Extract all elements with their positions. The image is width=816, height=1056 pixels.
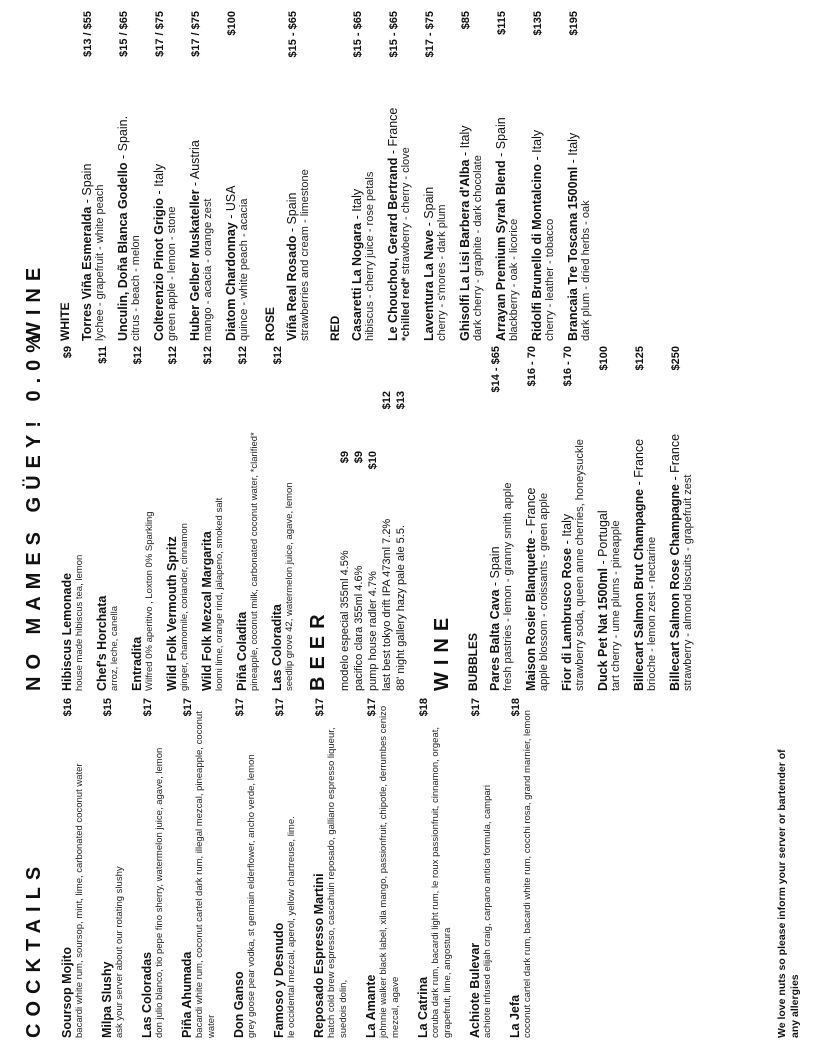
item-row xyxy=(364,698,378,1038)
item-origin: - France xyxy=(524,487,538,538)
menu-item xyxy=(312,698,350,1038)
item-name-text: Maison Rosier Blanquette xyxy=(524,537,538,691)
item-desc: citrus - beach - melon xyxy=(130,235,142,341)
item-origin: - Italy xyxy=(566,132,580,167)
beer-list xyxy=(338,346,408,691)
beer-price: $9 xyxy=(339,451,351,464)
item-row xyxy=(632,346,646,691)
item-name xyxy=(180,952,194,1038)
item-name-text: La Jefa xyxy=(508,994,522,1038)
item-desc: pineapple, coconut milk, carbonated coconut water, *clarified* xyxy=(249,432,260,691)
item-name xyxy=(386,108,400,341)
menu-item xyxy=(188,11,215,341)
item-name xyxy=(488,546,502,691)
item-name-text: Billecart Salmon Rose Champagne xyxy=(668,483,682,691)
item-name-text: Duck Pet Nat 1500ml xyxy=(596,568,610,691)
item-price: $11 xyxy=(97,346,109,364)
item-name-text: Huber Gelber Muskateller xyxy=(188,189,202,341)
item-name xyxy=(60,573,74,691)
item-row xyxy=(272,698,286,1038)
item-row xyxy=(596,346,610,691)
item-origin: - USA xyxy=(224,185,238,223)
item-name xyxy=(224,185,238,341)
item-note-line xyxy=(400,11,413,341)
item-row xyxy=(508,698,522,1038)
item-row xyxy=(130,346,144,691)
beer-name: pacifico clara 355ml 4.6% xyxy=(353,565,365,691)
beer-heading: BEER xyxy=(307,607,329,691)
bubbles-label: BUBBLES xyxy=(466,632,480,691)
item-name-text: Laventura La Nave xyxy=(422,229,436,341)
item-price: $17 xyxy=(182,698,194,717)
menu-item xyxy=(232,698,258,1038)
item-origin: - Italy xyxy=(560,513,574,548)
item-price: $13 / $55 xyxy=(82,11,94,57)
item-price: $17 xyxy=(314,698,326,717)
item-price: $17 - $75 xyxy=(424,11,436,58)
nomames-column xyxy=(22,327,704,691)
item-name-text: Reposado Espresso Martini xyxy=(312,873,326,1038)
item-name xyxy=(566,133,580,341)
item-name xyxy=(116,116,130,341)
menu-item xyxy=(668,346,695,691)
item-origin: - Portugal xyxy=(596,510,610,569)
item-price: $18 xyxy=(418,698,430,717)
item-name xyxy=(272,923,286,1038)
item-row xyxy=(530,11,544,341)
red-list xyxy=(350,11,593,341)
item-row xyxy=(232,698,246,1038)
menu-item xyxy=(270,346,296,691)
item-price: $195 xyxy=(568,11,580,36)
item-desc: bacardi white rum, soursop, mint, lime, carbonated coconut water xyxy=(74,763,85,1038)
item-row xyxy=(386,11,400,341)
menu-item xyxy=(235,346,261,691)
menu-item xyxy=(116,11,143,341)
item-price: $15 xyxy=(102,698,114,717)
menu-item xyxy=(416,698,454,1038)
menu-item xyxy=(60,346,86,691)
item-desc: green apple - lemon - stone xyxy=(166,206,178,341)
beer-name: pump house radler 4.7% xyxy=(367,571,379,691)
item-desc: ginger, chamomile, coriander, cinnamon xyxy=(179,523,190,691)
item-name xyxy=(416,977,430,1038)
item-name xyxy=(188,140,202,341)
item-price: $12 xyxy=(237,346,249,365)
menu-item xyxy=(524,346,551,691)
item-row xyxy=(668,346,682,691)
item-origin: - Spain xyxy=(80,163,94,207)
menu-item xyxy=(152,11,179,341)
menu-item xyxy=(95,346,121,691)
beer-line xyxy=(380,391,394,691)
menu-item xyxy=(386,11,413,341)
item-desc: coruba dark rum, bacardi light rum, le roux passionfruit, cinnamon, orgeat, grapefruit, lime, angostura xyxy=(430,726,453,1038)
item-price: $85 xyxy=(460,11,472,30)
item-name xyxy=(524,487,538,691)
bubbles-list xyxy=(488,346,695,691)
item-desc: arroz, leche, canella xyxy=(109,605,120,691)
item-origin: - Italy xyxy=(458,125,472,160)
beer-price: $12 xyxy=(381,391,393,410)
item-price: $125 xyxy=(634,346,646,371)
rose-list xyxy=(285,11,312,341)
beer-line xyxy=(366,451,380,691)
item-row xyxy=(350,11,364,341)
item-origin: - France xyxy=(668,433,682,484)
item-name-text: Las Coloradita xyxy=(270,604,284,691)
cocktails-heading: COCKTAILS xyxy=(23,859,45,1038)
item-name xyxy=(285,193,299,341)
item-desc: bacardi white rum, coconut cartel dark rum, illegal mezcal, pineapple, coconut water xyxy=(194,711,217,1038)
item-row xyxy=(80,11,94,341)
menu-item xyxy=(530,11,557,341)
item-row xyxy=(416,698,430,1038)
item-row xyxy=(235,346,249,691)
item-name xyxy=(140,952,154,1038)
beer-line xyxy=(338,451,352,691)
item-origin: - Italy xyxy=(152,163,166,198)
menu-item xyxy=(422,11,449,341)
item-price: $12 xyxy=(167,346,179,365)
item-desc: cherry - s'mores - dark plum xyxy=(436,204,448,341)
item-name xyxy=(270,604,284,691)
beer-name: 88' night gallery hazy pale ale 5.5. xyxy=(395,525,407,691)
item-name-text: La Amante xyxy=(364,974,378,1038)
rose-label: ROSE xyxy=(263,306,277,341)
item-name xyxy=(165,536,179,691)
item-name-text: Billecart Salmon Brut Champagne xyxy=(632,488,646,691)
menu-item xyxy=(364,698,402,1038)
menu-item xyxy=(130,346,156,691)
item-price: $15 - $65 xyxy=(352,11,364,58)
item-name xyxy=(458,125,472,341)
item-name xyxy=(232,971,246,1038)
item-desc: fresh pastries - lemon - granny smith apple xyxy=(502,482,514,691)
item-name-text: Viña Real Rosado xyxy=(285,235,299,341)
item-price: $17 xyxy=(366,698,378,717)
cocktails-column xyxy=(22,698,548,1038)
item-desc: ask your server about our rotating slushy xyxy=(114,866,125,1038)
white-label: WHITE xyxy=(58,302,72,341)
menu-item xyxy=(200,346,226,691)
item-price: $17 xyxy=(470,698,482,717)
item-price: $12 xyxy=(132,346,144,365)
item-name xyxy=(80,164,94,341)
menu-item xyxy=(494,11,521,341)
item-row xyxy=(560,346,574,691)
menu-item xyxy=(180,698,218,1038)
item-row xyxy=(60,346,74,691)
item-origin: - Spain xyxy=(422,186,436,230)
wine-bubbles-heading: WINE xyxy=(431,610,453,691)
item-price: $15 / $65 xyxy=(118,11,130,57)
item-name xyxy=(560,514,574,691)
item-name xyxy=(422,187,436,341)
item-desc: strawberry soda, queen anne cherries, honeysuckle xyxy=(574,439,586,691)
item-row xyxy=(494,11,508,341)
item-name-text: Famoso y Desnudo xyxy=(272,922,286,1038)
item-price: $16 xyxy=(62,698,74,717)
beer-line xyxy=(352,451,366,691)
item-price: $135 xyxy=(532,11,544,36)
nomames-heading: NO MAMES GÜEY! 0.0% xyxy=(23,327,45,691)
beer-price: $13 xyxy=(395,391,407,410)
item-name xyxy=(60,947,74,1038)
item-name xyxy=(235,612,249,691)
menu-item xyxy=(80,11,107,341)
item-row xyxy=(165,346,179,691)
item-origin: - Spain xyxy=(488,546,502,590)
menu-item xyxy=(560,346,587,691)
beer-name: modelo especial 355ml 4.5% xyxy=(339,550,351,691)
item-name-text: Achiote Bulevar xyxy=(468,942,482,1038)
item-row xyxy=(422,11,436,341)
item-desc: strawberry - cherry - clove xyxy=(400,147,412,275)
item-desc: hatch cold brew espresso, cascahuin reposado, galliano espresso liqueur, suedois dolin, xyxy=(326,727,349,1038)
item-name-text: Colterenzio Pinot Grigio xyxy=(152,197,166,341)
menu-item xyxy=(508,698,534,1038)
menu-item xyxy=(632,346,659,691)
item-row xyxy=(270,346,284,691)
item-desc: strawberry - almond biscuits - grapefruit zest xyxy=(682,474,694,691)
item-row xyxy=(468,698,482,1038)
wine-heading: WINE xyxy=(23,260,45,341)
item-price: $16 - 70 xyxy=(562,346,574,387)
item-desc: house made hibiscus tea, lemon xyxy=(74,554,85,691)
item-price: $17 xyxy=(234,698,246,717)
item-name-text: Wild Folk Mezcal Margarita xyxy=(200,531,214,691)
beer-price: $10 xyxy=(367,451,379,470)
item-row xyxy=(140,698,154,1038)
item-price: $17 / $75 xyxy=(154,11,166,57)
item-name-text: Ridolfi Brunello di Montalcino xyxy=(530,163,544,341)
item-name-text: Chef's Horchata xyxy=(95,595,109,691)
item-price: $15 - $65 xyxy=(287,11,299,58)
item-row xyxy=(95,346,109,691)
item-name-text: Soursop Mojito xyxy=(60,947,74,1038)
menu-item xyxy=(272,698,298,1038)
item-desc: achiote infused elijah craig, carpano antica formula, campari xyxy=(482,785,493,1038)
item-name xyxy=(668,434,682,691)
item-name-text: Casaretti La Nogara xyxy=(350,222,364,341)
item-desc: grey goose pear vodka, st germain elderflower, ancho verde, lemon xyxy=(246,754,257,1038)
item-name xyxy=(130,637,144,691)
item-price: $100 xyxy=(226,11,238,36)
item-name-text: Piña Ahumada xyxy=(180,951,194,1038)
item-origin: - Italy xyxy=(350,188,364,223)
item-row xyxy=(488,346,502,691)
red-label: RED xyxy=(328,315,342,341)
menu-item xyxy=(468,698,494,1038)
item-row xyxy=(312,698,326,1038)
item-price: $14 - $65 xyxy=(490,346,502,393)
item-name-text: Brancaia Tre Toscana 1500ml xyxy=(566,166,580,341)
item-name-text: Arrayan Premium Syrah Blend xyxy=(494,160,508,341)
beer-line xyxy=(394,391,408,691)
item-row xyxy=(524,346,538,691)
beer-price: $9 xyxy=(353,451,365,464)
item-price: $9 xyxy=(62,346,74,359)
cocktail-list xyxy=(60,698,534,1038)
item-desc: dark plum - dried herbs - oak xyxy=(580,200,592,341)
item-row xyxy=(60,698,74,1038)
item-origin: - Austria xyxy=(188,140,202,190)
item-name-text: Ghisolfi La Lisi Barbera d'Alba xyxy=(458,159,472,341)
item-desc: don julio blanco, tio pepe fino sherry, watermelon juice, agave, lemon xyxy=(154,747,165,1038)
item-desc: le occidental mezcal, aperol, yellow chartreuse, lime. xyxy=(286,816,297,1038)
item-desc: lychee - grapefruit - white peach xyxy=(94,184,106,341)
item-row xyxy=(180,698,194,1038)
item-desc: cherry - leather - tobacco xyxy=(544,218,556,341)
item-desc: mango - acacia - orange zest xyxy=(202,198,214,341)
item-name-text: Entradita xyxy=(130,636,144,691)
item-name-text: La Catrina xyxy=(416,976,430,1038)
item-desc: seedlip grove 42, watermelon juice, agave, lemon xyxy=(284,482,295,691)
item-desc: apple blossom - croissants - green apple xyxy=(538,492,550,691)
item-name xyxy=(364,975,378,1038)
item-price: $12 xyxy=(272,346,284,365)
item-desc: Wilfred 0% aperitivo , Loxton 0% Sparkling xyxy=(144,511,155,691)
nomames-list xyxy=(60,346,296,691)
item-name-text: Le Chouchou, Gerard Bertrand xyxy=(386,157,400,341)
item-desc: hibiscus - cherry juice - rose petals xyxy=(364,171,376,341)
item-row xyxy=(152,11,166,341)
item-price: $18 xyxy=(510,698,522,717)
item-name xyxy=(596,510,610,691)
menu-item xyxy=(224,11,251,341)
item-price: $12 xyxy=(202,346,214,365)
item-name xyxy=(530,130,544,341)
item-name-text: Don Ganso xyxy=(232,971,246,1038)
item-name-text: Torres Viña Esmeralda xyxy=(80,206,94,341)
menu-item xyxy=(285,11,312,341)
item-name xyxy=(350,189,364,341)
item-origin: - France xyxy=(386,107,400,158)
item-name-text: Wild Folk Vermouth Spritz xyxy=(165,536,179,691)
item-name-text: Las Coloradas xyxy=(140,951,154,1038)
white-list xyxy=(80,11,251,341)
item-price: $17 xyxy=(142,698,154,717)
item-price: $16 - 70 xyxy=(526,346,538,387)
item-name-text: Fior di Lambrusco Rose xyxy=(560,547,574,691)
item-origin: - Spain xyxy=(494,117,508,161)
item-name-text: Hibiscus Lemonade xyxy=(60,572,74,691)
item-name-text: Pares Balta Cava xyxy=(488,589,502,691)
menu-item xyxy=(596,346,623,691)
item-desc: quince - white peach - acacia xyxy=(238,198,250,341)
item-desc: loomi lime, orange rind, jalapeno, smoked salt xyxy=(214,497,225,691)
item-name xyxy=(494,117,508,341)
item-name xyxy=(632,439,646,691)
item-origin: - Spain. xyxy=(116,115,130,163)
item-desc: dark cherry - graphite - dark chocolate xyxy=(472,155,484,341)
menu-item xyxy=(458,11,485,341)
menu-item xyxy=(488,346,515,691)
item-name xyxy=(152,164,166,341)
menu-item xyxy=(100,698,126,1038)
item-desc: tart cherry - ume plums - pineapple xyxy=(610,520,622,691)
item-price: $17 xyxy=(274,698,286,717)
item-row xyxy=(188,11,202,341)
item-name-text: Milpa Slushy xyxy=(100,961,114,1038)
item-row xyxy=(566,11,580,341)
item-price: $17 / $75 xyxy=(190,11,202,57)
wine-column xyxy=(22,11,602,341)
menu-item xyxy=(566,11,593,341)
item-name xyxy=(100,962,114,1038)
item-price: $250 xyxy=(670,346,682,371)
item-origin: - Spain xyxy=(285,192,299,236)
menu-item xyxy=(350,11,377,341)
item-desc: coconut cartel dark rum, bacardi white rum, cocchi rosa, grand marnier, lemon xyxy=(522,710,533,1038)
item-row xyxy=(285,11,299,341)
item-note: *chilled red* xyxy=(400,277,412,341)
beer-name: last best tokyo drift IPA 473ml 7.2% xyxy=(381,518,393,691)
item-origin: - France xyxy=(632,438,646,489)
item-desc: johnnie walker black label, xila mango, passionfruit, chipotle, derrumbes cenizo mezcal, agave xyxy=(378,705,401,1038)
item-name xyxy=(200,531,214,691)
item-name xyxy=(508,995,522,1038)
item-origin: - Italy xyxy=(530,129,544,164)
item-price: $100 xyxy=(598,346,610,371)
item-name-text: Unculin, Doña Blanca Godello xyxy=(116,162,130,341)
item-name-text: Diatom Chardonnay xyxy=(224,222,238,341)
item-row xyxy=(200,346,214,691)
item-name xyxy=(95,596,109,691)
item-price: $115 xyxy=(496,11,508,35)
item-name xyxy=(468,943,482,1038)
menu-item xyxy=(60,698,86,1038)
item-price: $15 - $65 xyxy=(388,11,400,58)
item-row xyxy=(100,698,114,1038)
item-name xyxy=(312,873,326,1038)
item-row xyxy=(116,11,130,341)
item-desc: strawberries and cream - limestone xyxy=(299,169,311,341)
item-desc: blackberry - oak - licorice xyxy=(508,218,520,341)
item-name-text: Piña Coladita xyxy=(235,611,249,691)
item-row xyxy=(458,11,472,341)
allergy-note: We love nuts so please inform your server or bartender of any allergies xyxy=(776,749,801,1038)
menu-item xyxy=(165,346,191,691)
item-desc: brioche - lemon zest - nectarine xyxy=(646,536,658,691)
item-row xyxy=(224,11,238,341)
menu-item xyxy=(140,698,166,1038)
